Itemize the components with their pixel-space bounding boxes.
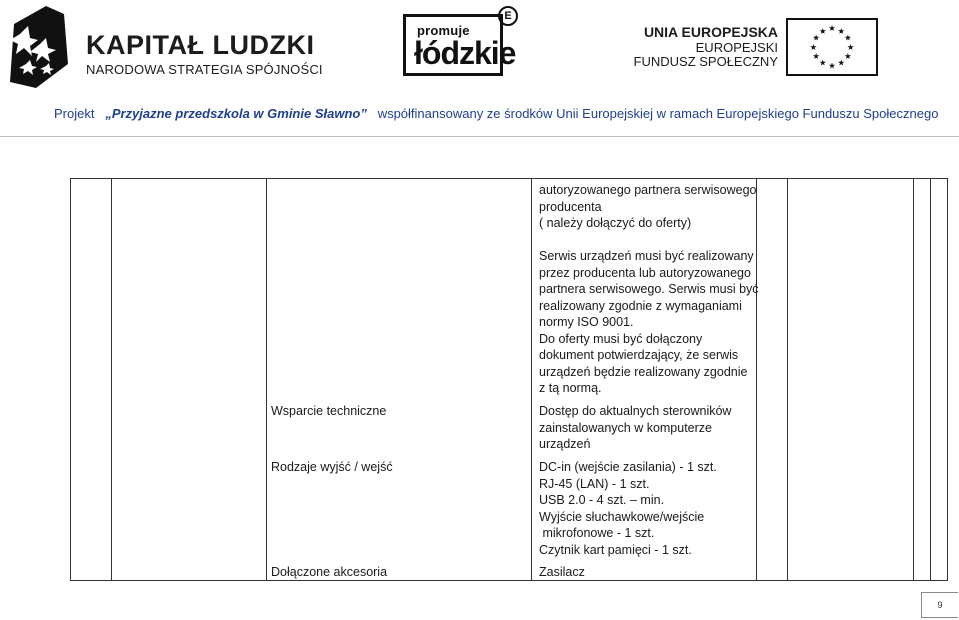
spec-line: autoryzowanego partnera serwisowego — [539, 183, 757, 197]
promuje-lodzkie-frame — [403, 14, 516, 76]
spec-line: przez producenta lub autoryzowanego — [539, 265, 751, 280]
spec-cell-service-iso — [539, 248, 761, 397]
project-prefix: Projekt — [54, 106, 95, 121]
project-description — [54, 106, 938, 121]
table-bottom-border — [70, 580, 948, 581]
spec-line: RJ-45 (LAN) - 1 szt. — [539, 476, 650, 491]
spec-cell-service-partner — [539, 182, 761, 232]
spec-line: Do oferty musi być dołączony — [539, 331, 703, 346]
kapital-ludzki-title: KAPITAŁ LUDZKI — [86, 30, 315, 60]
spec-line: Czytnik kart pamięci - 1 szt. — [539, 542, 692, 557]
spec-line: ( należy dołączyć do oferty) — [539, 216, 692, 230]
project-name: „Przyjazne przedszkola w Gminie Sławno” — [105, 106, 367, 121]
spec-cell-rodzaje — [539, 459, 761, 558]
svg-text:★: ★ — [812, 32, 820, 43]
spec-line: Zasilacz — [539, 565, 585, 579]
project-suffix: współfinansowany ze środków Unii Europejskiej w ramach Europejskiego Funduszu Społecznego — [377, 106, 939, 121]
kapital-ludzki-logo — [6, 4, 323, 90]
lodzkie-text: łódzkie — [414, 35, 516, 71]
svg-text:★: ★ — [837, 25, 846, 36]
promuje-mark: E — [498, 6, 518, 26]
ue-title: UNIA EUROPEJSKA — [643, 24, 778, 40]
header-divider — [0, 136, 959, 137]
ue-fund-line2: FUNDUSZ SPOŁECZNY — [633, 54, 778, 69]
spec-cell-wsparcie — [539, 403, 761, 453]
svg-text:★: ★ — [818, 25, 827, 36]
row-label-wsparcie: Wsparcie techniczne — [271, 404, 387, 418]
table-col-border — [111, 178, 112, 581]
spec-line: normy ISO 9001. — [539, 315, 634, 329]
promuje-lodzkie-logo — [403, 6, 519, 78]
spec-line: dokument potwierdzający, że serwis — [539, 348, 739, 362]
spec-line: zainstalowanych w komputerze — [539, 420, 712, 435]
svg-text:★: ★ — [846, 41, 855, 52]
spec-line: Wyjście słuchawkowe/wejście — [539, 509, 705, 524]
table-top-border — [70, 178, 948, 179]
svg-text:★: ★ — [809, 41, 818, 52]
table-col-border — [947, 178, 948, 581]
table-col-border — [930, 178, 931, 581]
table-col-border — [531, 178, 532, 581]
table-col-border — [787, 178, 788, 581]
promuje-text: promuje — [417, 23, 470, 38]
spec-line: Dostęp do aktualnych sterowników — [539, 404, 732, 418]
spec-line: urządzeń będzie realizowany zgodnie — [539, 364, 748, 379]
spec-line: USB 2.0 - 4 szt. – min. — [539, 493, 665, 507]
spec-line: partnera serwisowego. Serwis musi być — [539, 282, 759, 296]
svg-text:★: ★ — [844, 32, 852, 43]
table-col-border — [266, 178, 267, 581]
ue-fund-line1: EUROPEJSKI — [695, 40, 778, 55]
spec-line: Serwis urządzeń musi być realizowany — [539, 249, 754, 263]
page-number: 9 — [921, 592, 958, 618]
svg-text:★: ★ — [828, 23, 836, 34]
kapital-ludzki-subtitle: NARODOWA STRATEGIA SPÓJNOŚCI — [86, 62, 323, 77]
svg-text:★: ★ — [828, 60, 836, 71]
spec-line: realizowany zgodnie z wymaganiami — [539, 298, 742, 313]
unia-europejska-logo — [633, 16, 880, 76]
table-col-border — [913, 178, 914, 581]
svg-text:★: ★ — [818, 57, 827, 68]
spec-cell-akcesoria — [539, 564, 761, 581]
eu-flag-icon — [786, 18, 878, 76]
kapital-ludzki-emblem-icon — [6, 4, 72, 90]
svg-text:★: ★ — [844, 51, 852, 62]
spec-line: producenta — [539, 199, 602, 214]
row-label-akcesoria: Dołączone akcesoria — [271, 565, 388, 579]
spec-line: mikrofonowe - 1 szt. — [539, 526, 655, 540]
spec-line: DC-in (wejście zasilania) - 1 szt. — [539, 460, 717, 474]
svg-text:★: ★ — [812, 51, 820, 62]
row-label-rodzaje: Rodzaje wyjść / wejść — [271, 460, 393, 474]
spec-line: urządzeń — [539, 437, 591, 451]
svg-text:★: ★ — [837, 57, 846, 68]
spec-line: z tą normą. — [539, 381, 602, 395]
table-col-border — [70, 178, 71, 581]
